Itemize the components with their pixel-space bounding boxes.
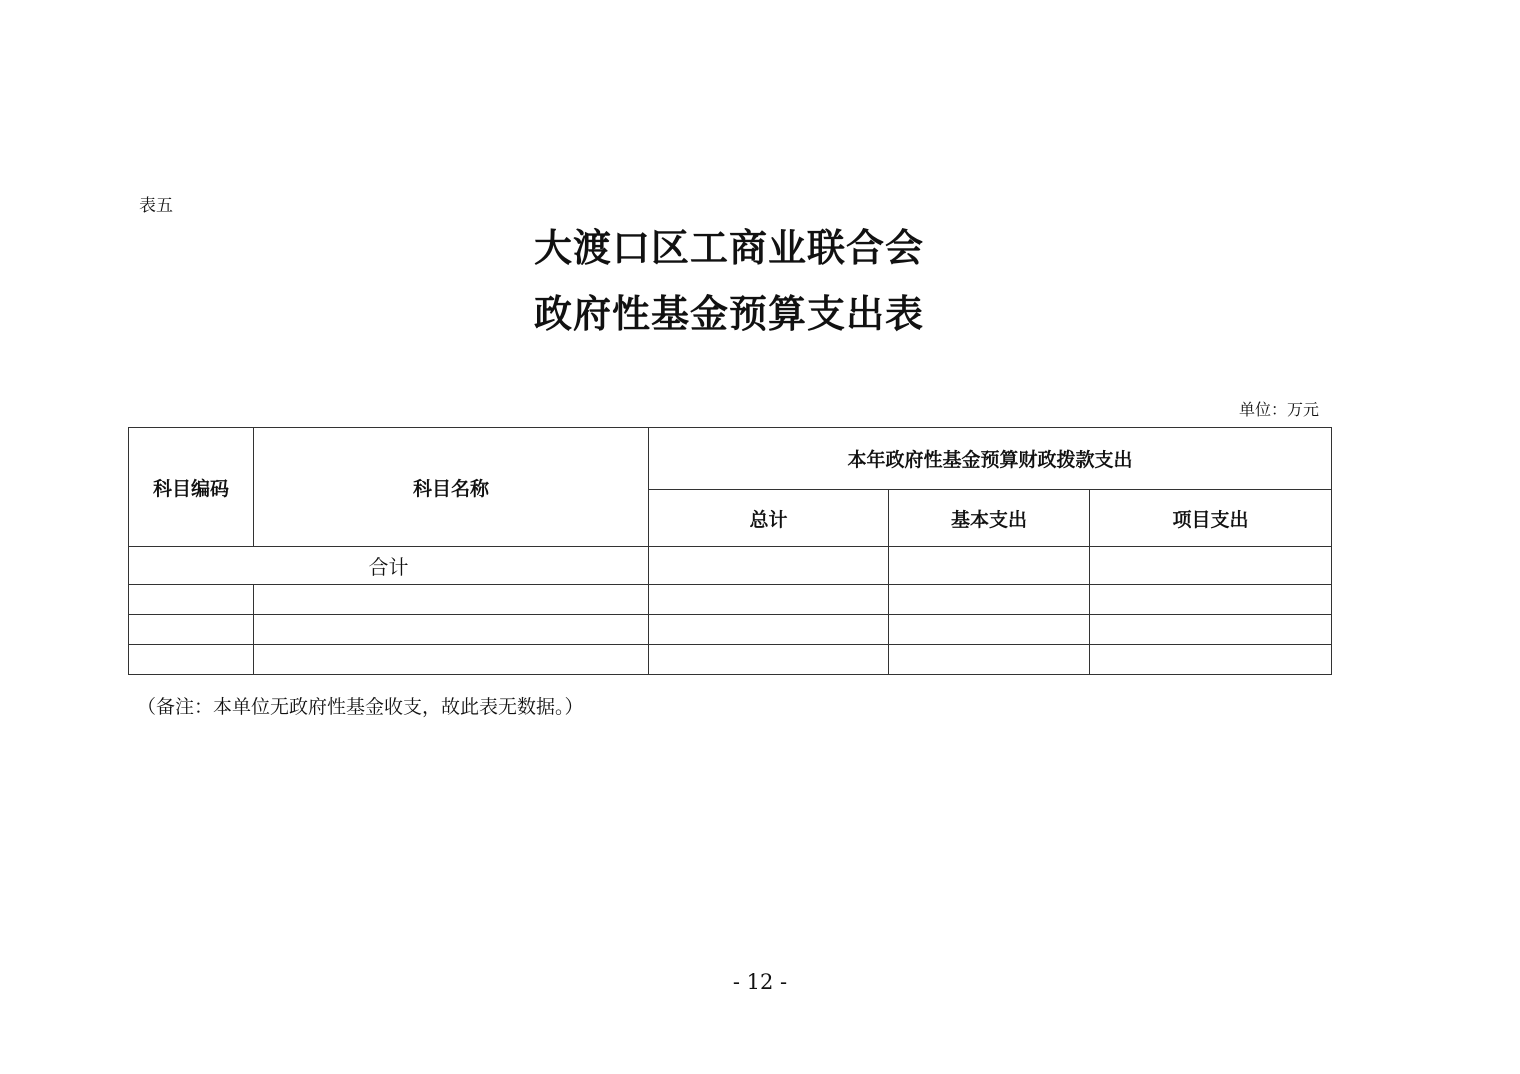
table-label: 表五 — [139, 196, 173, 216]
table-row — [129, 615, 1332, 645]
total-basic-value — [889, 547, 1090, 585]
row-total — [649, 645, 889, 675]
row-name — [254, 615, 649, 645]
row-code — [129, 645, 254, 675]
row-code — [129, 585, 254, 615]
row-total — [649, 615, 889, 645]
table-total-row — [129, 547, 1332, 585]
row-project — [1090, 645, 1332, 675]
table-row — [129, 645, 1332, 675]
total-project-value — [1090, 547, 1332, 585]
table-row — [129, 585, 1332, 615]
header-expenditure-group: 本年政府性基金预算财政拨款支出 — [649, 428, 1332, 490]
table-header-row — [129, 428, 1332, 490]
row-project — [1090, 615, 1332, 645]
row-project — [1090, 585, 1332, 615]
document-title-line1: 大渡口区工商业联合会 — [533, 226, 924, 270]
total-value — [649, 547, 889, 585]
header-total: 总计 — [649, 490, 889, 547]
row-total — [649, 585, 889, 615]
row-code — [129, 615, 254, 645]
remark-note: （备注：本单位无政府性基金收支，故此表无数据。） — [137, 696, 584, 718]
header-basic-expenditure: 基本支出 — [889, 490, 1090, 547]
row-basic — [889, 585, 1090, 615]
row-basic — [889, 645, 1090, 675]
row-basic — [889, 615, 1090, 645]
header-project-expenditure: 项目支出 — [1090, 490, 1332, 547]
row-name — [254, 645, 649, 675]
total-label: 合计 — [129, 547, 649, 585]
budget-table — [128, 427, 1332, 675]
header-subject-name: 科目名称 — [254, 428, 649, 547]
page-number: - 12 - — [732, 970, 788, 994]
row-name — [254, 585, 649, 615]
header-subject-code: 科目编码 — [129, 428, 254, 547]
unit-label: 单位：万元 — [1238, 400, 1319, 419]
document-title-line2: 政府性基金预算支出表 — [533, 292, 924, 336]
